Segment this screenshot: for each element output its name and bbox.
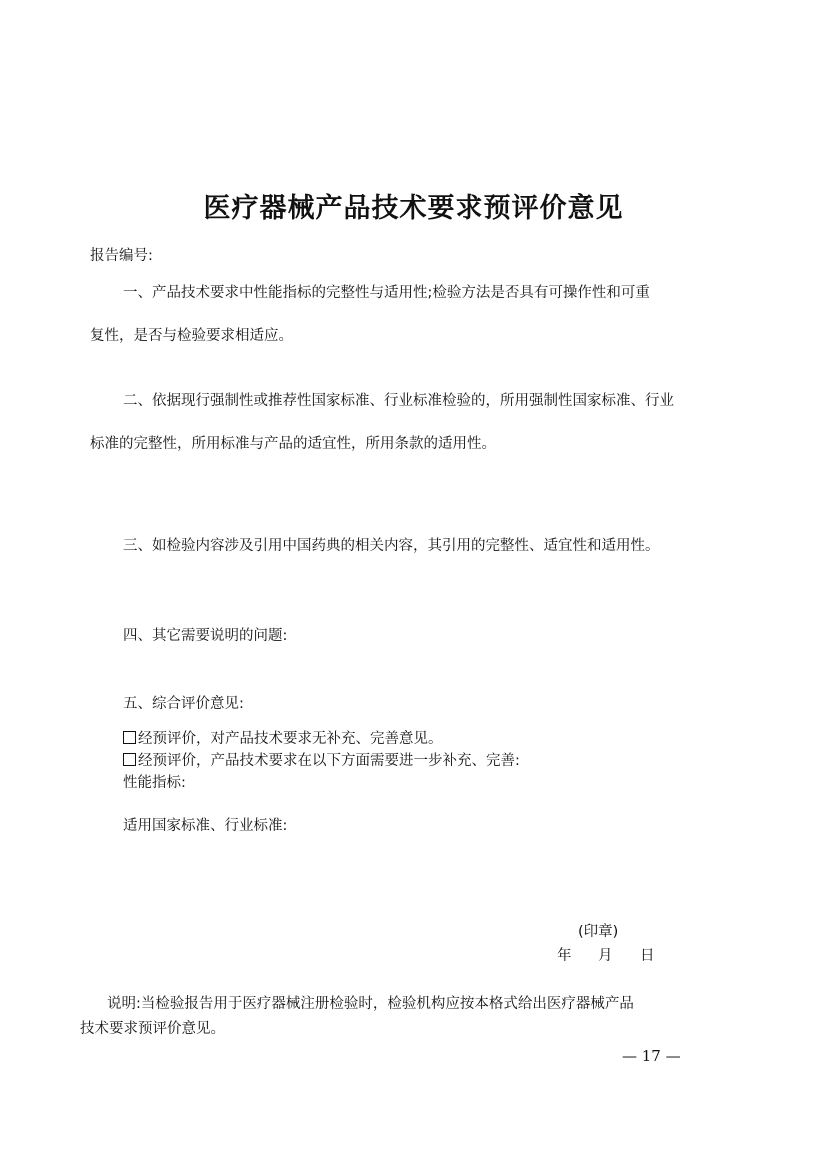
checkbox-no-supplement[interactable] <box>123 731 136 744</box>
document-title: 医疗器械产品技术要求预评价意见 <box>203 193 624 224</box>
applicable-standards-label: 适用国家标准、行业标准: <box>123 818 288 834</box>
note-line-1: 说明:当检验报告用于医疗器械注册检验时，检验机构应按本格式给出医疗器械产品 <box>107 996 634 1012</box>
note-line-2: 技术要求预评价意见。 <box>80 1021 225 1037</box>
checkbox-needs-supplement[interactable] <box>123 753 136 766</box>
section-2-line-1: 二、依据现行强制性或推荐性国家标准、行业标准检验的，所用强制性国家标准、行业 <box>123 393 674 409</box>
date-year: 年 <box>557 948 572 964</box>
performance-indicators-label: 性能指标: <box>123 775 186 791</box>
date-month: 月 <box>598 948 613 964</box>
seal-label: (印章) <box>578 924 619 940</box>
section-1-line-2: 复性，是否与检验要求相适应。 <box>90 328 293 344</box>
report-number-label: 报告编号: <box>90 248 153 264</box>
option-no-supplement <box>123 729 443 749</box>
section-3: 三、如检验内容涉及引用中国药典的相关内容，其引用的完整性、适宜性和适用性。 <box>123 538 660 554</box>
option-needs-supplement <box>123 751 520 771</box>
date-day: 日 <box>640 948 655 964</box>
option-no-supplement-label: 经预评价，对产品技术要求无补充、完善意见。 <box>138 731 443 747</box>
option-needs-supplement-label: 经预评价，产品技术要求在以下方面需要进一步补充、完善: <box>138 753 520 769</box>
section-5: 五、综合评价意见: <box>123 696 244 712</box>
section-4: 四、其它需要说明的问题: <box>123 628 288 644</box>
section-1-line-1: 一、产品技术要求中性能指标的完整性与适用性;检验方法是否具有可操作性和可重 <box>123 285 650 301</box>
page-number: — 17 — <box>622 1047 681 1065</box>
section-2-line-2: 标准的完整性，所用标准与产品的适宜性，所用条款的适用性。 <box>90 436 496 452</box>
